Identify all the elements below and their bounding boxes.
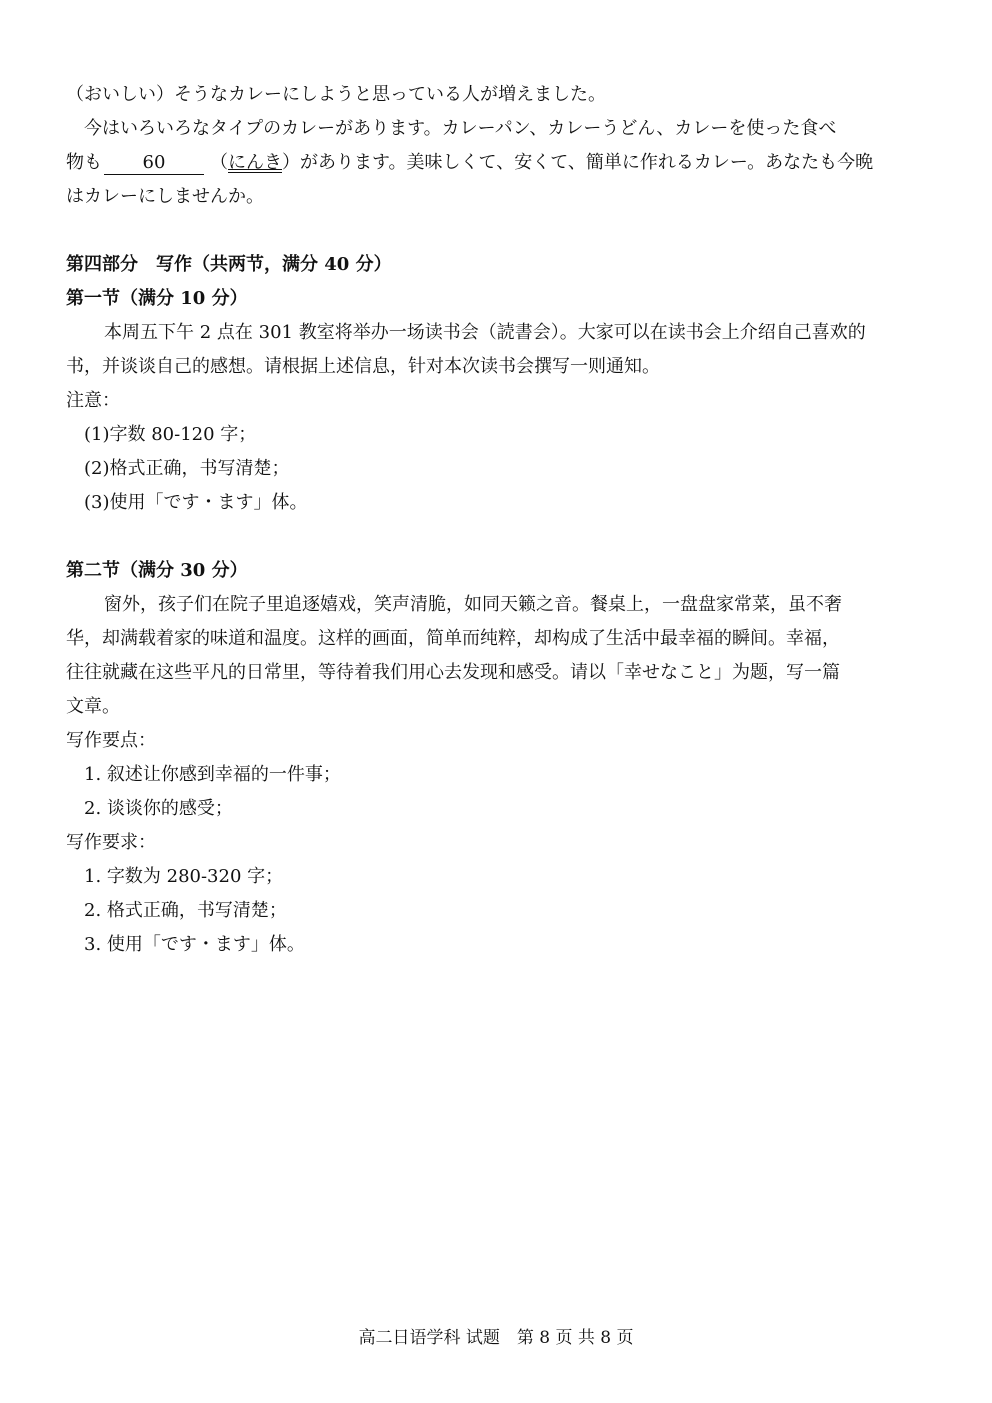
- section1-note-3: (3)使用「です・ます」体。: [84, 492, 308, 513]
- section2-prompt-line-1: 窗外，孩子们在院子里追逐嬉戏，笑声清脆，如同天籁之音。餐桌上，一盘盘家常菜，虽不奢: [104, 594, 842, 615]
- section2-title: 第二节（满分 30 分）: [66, 560, 248, 581]
- passage-line-1: （おいしい）そうなカレーにしようと思っている人が増えました。: [66, 84, 606, 105]
- section2-requirement-3: 3. 使用「です・ます」体。: [84, 934, 305, 955]
- section1-note-2: (2)格式正确，书写清楚；: [84, 458, 290, 479]
- section1-title: 第一节（满分 10 分）: [66, 288, 248, 309]
- section2-requirement-2: 2. 格式正确，书写清楚；: [84, 900, 287, 921]
- passage-line-3-suffix: があります。美味しくて、安くて、簡単に作れるカレー。あなたも今晩: [300, 152, 874, 173]
- section2-requirement-1: 1. 字数为 280-320 字；: [84, 866, 284, 887]
- section2-requirements-label: 写作要求：: [66, 832, 156, 853]
- part4-title: 第四部分 写作（共两节，满分 40 分）: [66, 254, 392, 275]
- passage-line-3-prefix: 物も: [66, 152, 102, 173]
- hint-open-paren: （: [210, 152, 228, 173]
- section2-prompt-line-3: 往往就藏在这些平凡的日常里，等待着我们用心去发现和感受。请以「幸せなこと」为题，写一篇: [66, 662, 840, 683]
- section2-prompt-line-4: 文章。: [66, 696, 120, 717]
- section2-point-1: 1. 叙述让你感到幸福的一件事；: [84, 764, 341, 785]
- hint-word: にんき: [228, 152, 282, 173]
- passage-line-4: はカレーにしませんか。: [66, 186, 264, 207]
- section1-note-1: (1)字数 80-120 字；: [84, 424, 257, 445]
- section1-prompt-line-1: 本周五下午 2 点在 301 教室将举办一场读书会（読書会）。大家可以在读书会上介绍自己喜欢的: [104, 322, 866, 343]
- section2-point-2: 2. 谈谈你的感受；: [84, 798, 233, 819]
- answer-blank-60: 60: [104, 152, 204, 175]
- passage-line-2: 今はいろいろなタイプのカレーがあります。カレーパン、カレーうどん、カレーを使った食べ: [84, 118, 837, 139]
- passage-line-3: [66, 146, 928, 180]
- hint-close-paren: ）: [282, 152, 300, 173]
- exam-page-content: [66, 78, 928, 962]
- section2-prompt-line-2: 华，却满载着家的味道和温度。这样的画面，简单而纯粹，却构成了生活中最幸福的瞬间。幸福，: [66, 628, 840, 649]
- section1-prompt-line-2: 书，并谈谈自己的感想。请根据上述信息，针对本次读书会撰写一则通知。: [66, 356, 660, 377]
- section2-points-label: 写作要点：: [66, 730, 156, 751]
- page-footer: 高二日语学科 试题 第 8 页 共 8 页: [358, 1328, 634, 1348]
- section1-notes-label: 注意：: [66, 390, 120, 411]
